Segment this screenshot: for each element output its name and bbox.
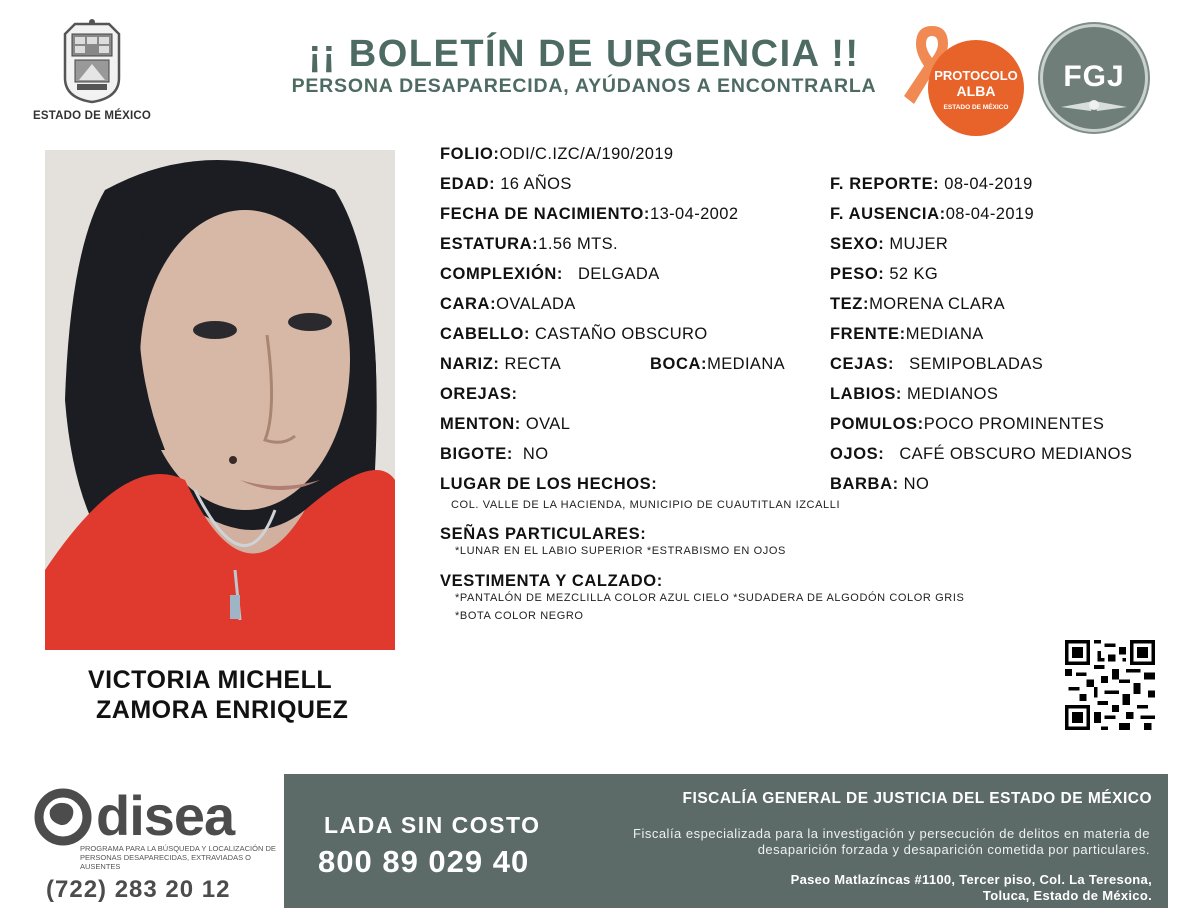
tez-label: TEZ:	[830, 295, 870, 313]
fiscalia-description: Fiscalía especializada para la investigación y persecución de delitos en materia de desaparición forzada y desaparición cometida por particulares.	[633, 826, 1150, 857]
coat-of-arms-icon	[55, 18, 129, 104]
estatura-value: 1.56 MTS.	[538, 235, 618, 253]
odisea-logo	[34, 784, 274, 909]
ojos-label: OJOS:	[830, 445, 885, 463]
f-reporte-value: 08-04-2019	[944, 175, 1033, 193]
nariz-value: RECTA	[504, 355, 562, 373]
field-frente	[830, 325, 984, 344]
field-orejas	[440, 385, 518, 404]
field-tez	[830, 295, 1005, 314]
fgj-logo-text: FGJ	[1063, 60, 1125, 93]
field-barba	[830, 475, 929, 494]
senas-label: SEÑAS PARTICULARES:	[440, 525, 647, 543]
field-sexo	[830, 235, 948, 254]
alba-line-2: ALBA	[956, 83, 996, 99]
missing-person-name	[60, 665, 390, 725]
nariz-label: NARIZ:	[440, 355, 500, 373]
frente-value: MEDIANA	[905, 325, 984, 343]
estatura-label: ESTATURA:	[440, 235, 539, 253]
lugar-value: COL. VALLE DE LA HACIENDA, MUNICIPIO DE CUAUTITLAN IZCALLI	[451, 499, 841, 511]
pomulos-label: POMULOS:	[830, 415, 924, 433]
qr-code-icon	[1065, 640, 1155, 730]
fiscalia-address	[632, 872, 1152, 904]
bigote-value: NO	[522, 445, 549, 463]
tez-value: MORENA CLARA	[869, 295, 1005, 313]
labios-value: MEDIANOS	[907, 385, 999, 403]
bulletin-title: ¡¡ BOLETÍN DE URGENCIA !!	[308, 33, 860, 75]
field-boca	[650, 355, 785, 374]
lugar-label: LUGAR DE LOS HECHOS:	[440, 475, 658, 493]
alba-line-3: ESTADO DE MÉXICO	[943, 104, 1009, 111]
missing-person-photo	[45, 150, 395, 650]
bulletin-subtitle: PERSONA DESAPARECIDA, AYÚDANOS A ENCONTRARLA	[291, 75, 877, 97]
senas-value: *LUNAR EN EL LABIO SUPERIOR *ESTRABISMO EN OJOS	[455, 545, 786, 557]
cara-value: OVALADA	[496, 295, 576, 313]
field-cabello	[440, 325, 708, 344]
field-folio	[440, 145, 674, 164]
barba-value: NO	[903, 475, 930, 493]
cara-label: CARA:	[440, 295, 497, 313]
field-ojos	[830, 445, 1132, 464]
address-line-2: Toluca, Estado de México.	[982, 888, 1152, 903]
bigote-label: BIGOTE:	[440, 445, 513, 463]
field-f-ausencia	[830, 205, 1034, 224]
peso-value: 52 KG	[889, 265, 939, 283]
protocolo-alba-logo	[900, 22, 1030, 132]
field-f-reporte	[830, 175, 1033, 194]
folio-label: FOLIO:	[440, 145, 500, 163]
field-pomulos	[830, 415, 1104, 434]
field-cara	[440, 295, 576, 314]
f-ausencia-value: 08-04-2019	[945, 205, 1035, 223]
complexion-value: DELGADA	[577, 265, 660, 283]
menton-value: OVAL	[525, 415, 571, 433]
cabello-value: CASTAÑO OBSCURO	[535, 325, 708, 343]
fecha-nacimiento-value: 13-04-2002	[650, 205, 739, 223]
orejas-label: OREJAS:	[440, 385, 518, 403]
vestimenta-label: VESTIMENTA Y CALZADO:	[440, 572, 663, 590]
field-nariz	[440, 355, 561, 374]
fiscalia-band	[284, 774, 1168, 908]
name-line-1: VICTORIA MICHELL	[88, 666, 333, 694]
lada-phone-number: 800 89 029 40	[318, 844, 530, 879]
name-line-2: ZAMORA ENRIQUEZ	[96, 696, 349, 724]
pomulos-value: POCO PROMINENTES	[923, 415, 1105, 433]
fecha-nacimiento-label: FECHA DE NACIMIENTO:	[440, 205, 650, 223]
field-edad	[440, 175, 572, 194]
ojos-value: CAFÉ OBSCURO MEDIANOS	[899, 445, 1133, 463]
cejas-label: CEJAS:	[830, 355, 895, 373]
field-menton	[440, 415, 570, 434]
field-labios	[830, 385, 998, 404]
estado-de-mexico-seal	[33, 18, 151, 122]
odisea-phone: (722) 283 20 12	[46, 876, 231, 903]
fiscalia-title: FISCALÍA GENERAL DE JUSTICIA DEL ESTADO DE MÉXICO	[682, 790, 1152, 807]
cejas-value: SEMIPOBLADAS	[909, 355, 1044, 373]
edad-label: EDAD:	[440, 175, 496, 193]
alba-line-1: PROTOCOLO	[934, 68, 1018, 83]
field-cejas	[830, 355, 1043, 374]
vestimenta-line-2: *BOTA COLOR NEGRO	[455, 610, 584, 622]
peso-label: PESO:	[830, 265, 885, 283]
odisea-brand: disea	[96, 784, 235, 847]
field-fecha-nacimiento	[440, 205, 738, 224]
alba-circle	[928, 40, 1024, 136]
sexo-label: SEXO:	[830, 235, 885, 253]
edad-value: 16 AÑOS	[500, 175, 572, 193]
menton-label: MENTON:	[440, 415, 521, 433]
estado-de-mexico-label: ESTADO DE MÉXICO	[33, 110, 151, 122]
complexion-label: COMPLEXIÓN:	[440, 265, 564, 283]
odisea-tagline: PROGRAMA PARA LA BÚSQUEDA Y LOCALIZACIÓN DE PERSONAS DESAPARECIDAS, EXTRAVIADAS O AUSENTES	[80, 844, 276, 871]
fgj-logo	[1040, 24, 1148, 132]
lada-sin-costo-label: LADA SIN COSTO	[324, 812, 541, 838]
frente-label: FRENTE:	[830, 325, 906, 343]
field-bigote	[440, 445, 548, 464]
labios-label: LABIOS:	[830, 385, 903, 403]
boca-value: MEDIANA	[707, 355, 786, 373]
barba-label: BARBA:	[830, 475, 899, 493]
boca-label: BOCA:	[650, 355, 708, 373]
wings-icon	[1061, 97, 1127, 117]
address-line-1: Paseo Matlazíncas #1100, Tercer piso, Col. La Teresona,	[790, 872, 1152, 887]
folio-value: ODI/C.IZC/A/190/2019	[499, 145, 674, 163]
vestimenta-line-1: *PANTALÓN DE MEZCLILLA COLOR AZUL CIELO *SUDADERA DE ALGODÓN COLOR GRIS	[455, 592, 965, 604]
f-ausencia-label: F. AUSENCIA:	[830, 205, 946, 223]
cabello-label: CABELLO:	[440, 325, 531, 343]
sexo-value: MUJER	[889, 235, 949, 253]
field-peso	[830, 265, 938, 284]
map-pin-icon	[34, 788, 92, 852]
portrait-image	[45, 150, 395, 650]
f-reporte-label: F. REPORTE:	[830, 175, 940, 193]
field-estatura	[440, 235, 618, 254]
field-complexion	[440, 265, 660, 284]
